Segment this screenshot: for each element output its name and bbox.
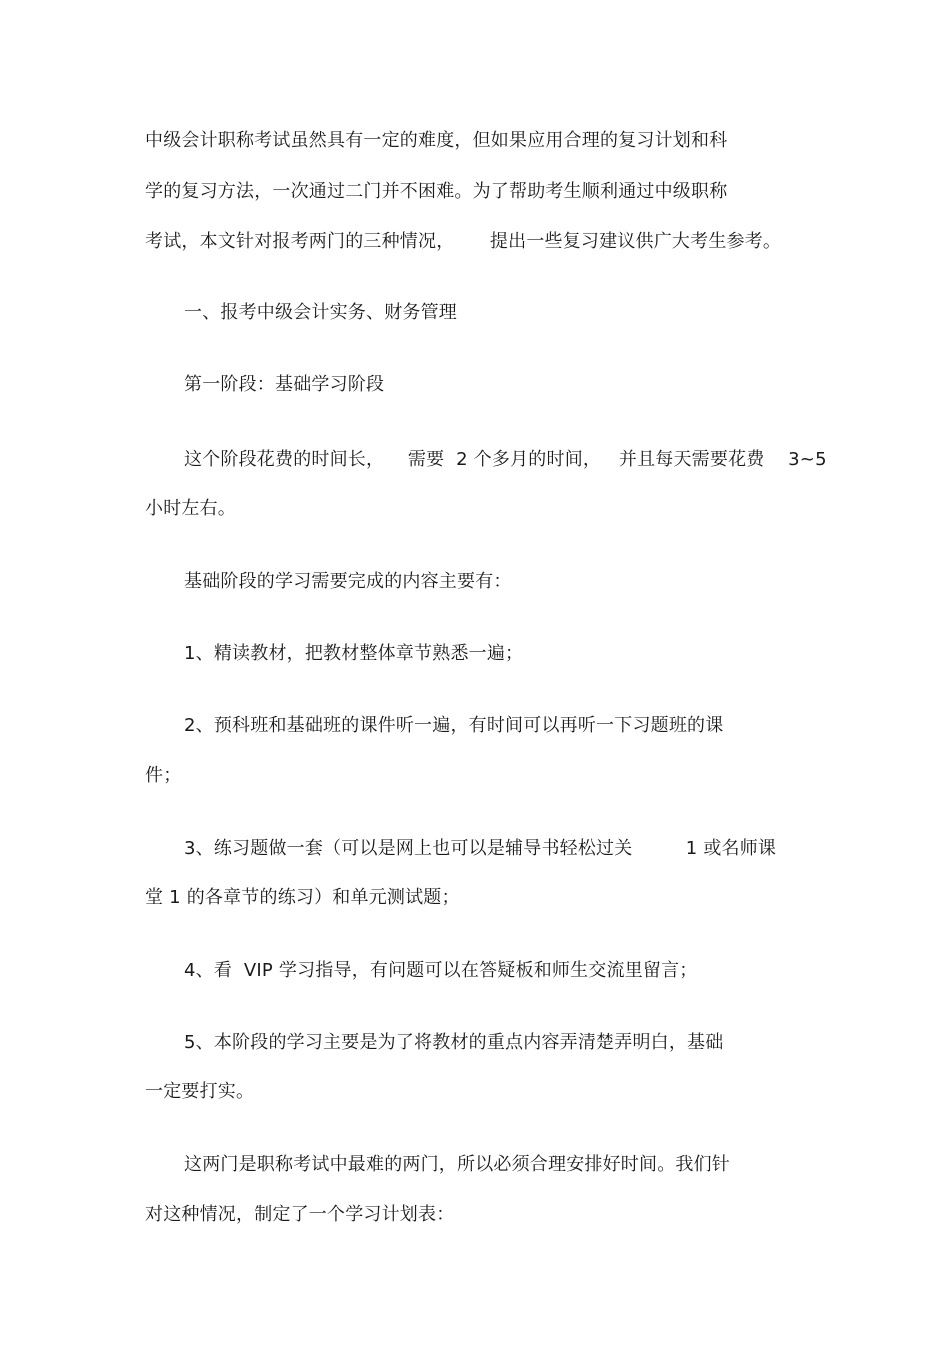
paragraph-duration-line-1: 这个阶段花费的时间长， 需要 2 个多月的时间， 并且每天需要花费 3~5 — [184, 449, 827, 470]
list-item-5-line-1: 5、本阶段的学习主要是为了将教材的重点内容弄清楚弄明白，基础 — [184, 1032, 724, 1053]
list-item-3-line-1: 3、练习题做一套（可以是网上也可以是辅导书轻松过关 1 或名师课 — [184, 838, 777, 859]
paragraph-plan-line-1: 这两门是职称考试中最难的两门，所以必须合理安排好时间。我们针 — [184, 1154, 730, 1175]
paragraph-content-intro: 基础阶段的学习需要完成的内容主要有： — [184, 571, 512, 592]
list-item-4: 4、看 VIP 学习指导，有问题可以在答疑板和师生交流里留言； — [184, 960, 698, 981]
paragraph-intro-line-3: 考试，本文针对报考两门的三种情况， 提出一些复习建议供广大考生参考。 — [145, 231, 782, 252]
list-item-1: 1、精读教材，把教材整体章节熟悉一遍； — [184, 643, 524, 664]
section-heading: 一、报考中级会计实务、财务管理 — [184, 302, 457, 323]
list-item-2-line-2: 件； — [145, 765, 182, 786]
paragraph-plan-line-2: 对这种情况，制定了一个学习计划表： — [145, 1204, 455, 1225]
paragraph-intro-line-2: 学的复习方法，一次通过二门并不困难。为了帮助考生顺利通过中级职称 — [145, 181, 728, 202]
paragraph-duration-line-2: 小时左右。 — [145, 498, 236, 519]
stage-heading: 第一阶段：基础学习阶段 — [184, 374, 385, 395]
list-item-2-line-1: 2、预科班和基础班的课件听一遍，有时间可以再听一下习题班的课 — [184, 715, 724, 736]
list-item-5-line-2: 一定要打实。 — [145, 1081, 255, 1102]
list-item-3-line-2: 堂 1 的各章节的练习）和单元测试题； — [145, 887, 460, 908]
paragraph-intro-line-1: 中级会计职称考试虽然具有一定的难度，但如果应用合理的复习计划和科 — [145, 130, 728, 151]
